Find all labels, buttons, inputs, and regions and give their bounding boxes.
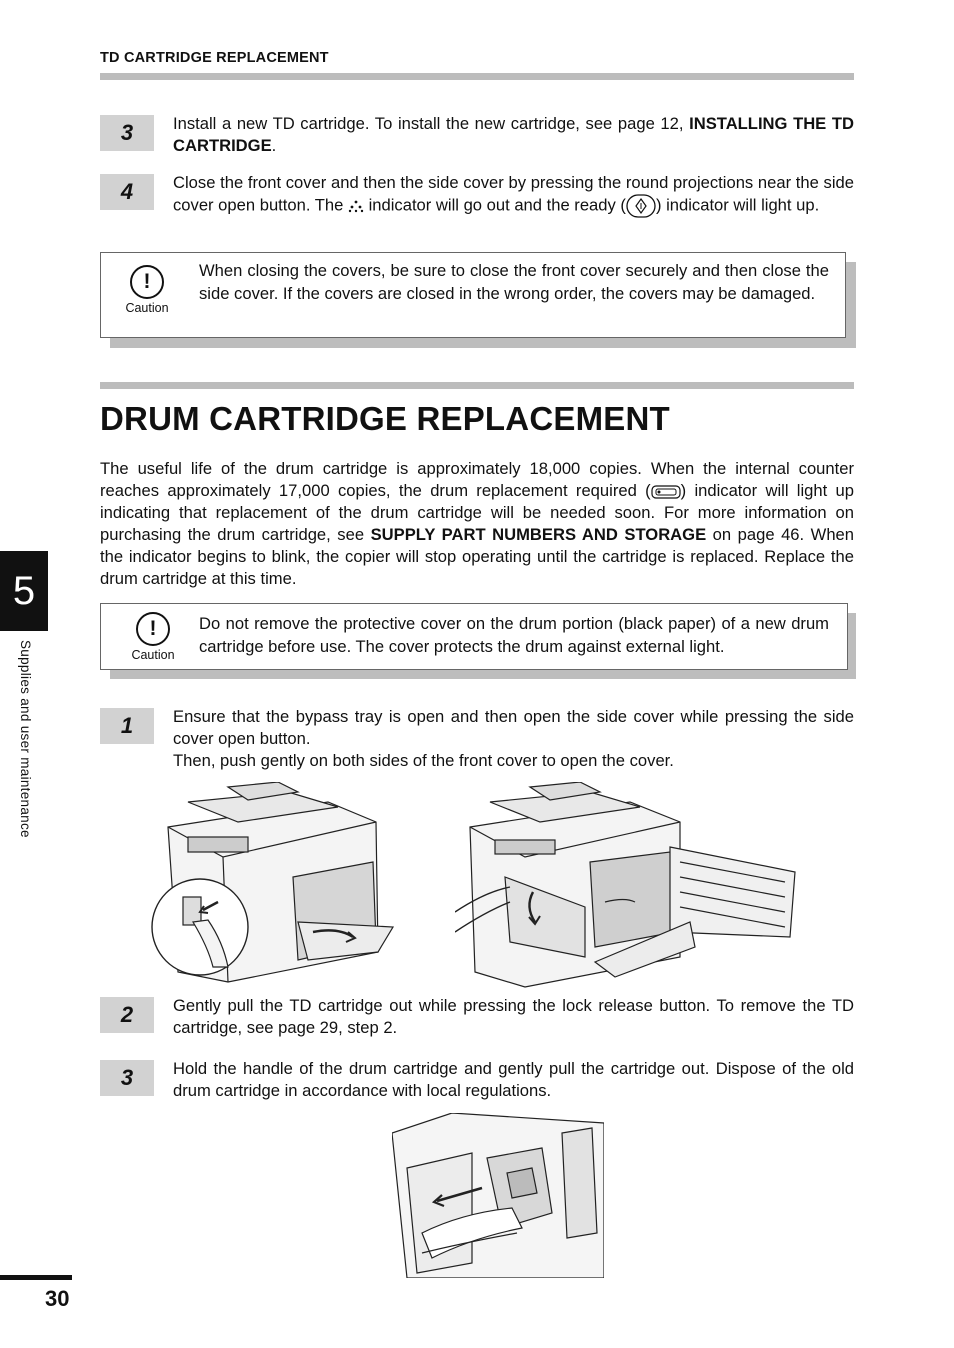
step-text-part: Install a new TD cartridge. To install the new cartridge, see page 12, (173, 114, 690, 133)
copier-front-cover-illustration (455, 782, 805, 992)
page-number: 30 (45, 1286, 70, 1311)
step-text (173, 172, 854, 218)
intro-paragraph (100, 458, 854, 590)
caution-box (100, 603, 848, 670)
caution-label: Caution (131, 648, 175, 662)
section-title: DRUM CARTRIDGE REPLACEMENT (100, 400, 670, 437)
exclamation-icon: ! (136, 612, 170, 646)
step-number-box: 4 (100, 174, 154, 210)
exclamation-icon: ! (130, 265, 164, 299)
running-header: TD CARTRIDGE REPLACEMENT (100, 50, 329, 66)
step-number-box: 3 (100, 1060, 154, 1096)
caution-text: Do not remove the protective cover on the drum portion (black paper) of a new drum cartridge before use. The cover protects the drum against external light. (199, 614, 829, 656)
chapter-tab: 5 (0, 551, 48, 631)
caution-box (100, 252, 846, 338)
ready-indicator-icon (626, 194, 656, 218)
drum-indicator-icon (651, 485, 681, 499)
intro-text-part: ) indicator will light up indicating that replacement of the drum cartridge will be needed soon. For more information on purchasing the drum cartridge, see (100, 481, 854, 544)
intro-text-part: on page 46. When the indicator begins to blink, the copier will stop operating until the cartridge is replaced. Replace the drum cartridge at this time. (100, 525, 854, 588)
footer-rule (0, 1275, 72, 1280)
step-text-part: . (271, 136, 277, 155)
step-text-part: ) indicator will light up. (655, 195, 820, 215)
step-text-line: Then, push gently on both sides of the front cover to open the cover. (173, 751, 674, 770)
drum-cartridge-removal-illustration (392, 1113, 604, 1278)
step-text-part: Close the front cover and then the side cover by pressing the round projections near the side cover open button. The (173, 173, 854, 215)
caution-icon-group (121, 265, 173, 315)
step-text (173, 113, 854, 157)
copier-side-cover-illustration (148, 782, 398, 992)
section-rule (100, 382, 854, 389)
caution-text: When closing the covers, be sure to close the front cover securely and then close the side cover. If the covers are closed in the wrong order, the covers may be damaged. (199, 261, 829, 303)
intro-bold: SUPPLY PART NUMBERS AND STORAGE (370, 525, 707, 544)
header-rule (100, 73, 854, 80)
step-text-part: indicator will go out and the ready ( (363, 195, 626, 215)
step-text: Hold the handle of the drum cartridge and gently pull the cartridge out. Dispose of the old drum cartridge in accordance with local regulations. (173, 1059, 854, 1100)
step-number-box: 2 (100, 997, 154, 1033)
step-text-bold: INSTALLING THE TD CARTRIDGE (173, 114, 854, 155)
step-number-box: 3 (100, 115, 154, 151)
chapter-side-label: Supplies and user maintenance (18, 640, 33, 838)
caution-icon-group (127, 612, 179, 662)
step-number-box: 1 (100, 708, 154, 744)
intro-text-part: The useful life of the drum cartridge is approximately 18,000 copies. When the internal counter reaches approximately 17,000 copies, the drum replacement required ( (100, 459, 854, 500)
toner-indicator-icon (348, 199, 364, 213)
step-text: Gently pull the TD cartridge out while pressing the lock release button. To remove the TD cartridge, see page 29, step 2. (173, 996, 854, 1037)
step-text (173, 706, 854, 772)
caution-label: Caution (125, 301, 169, 315)
step-text-line: Ensure that the bypass tray is open and then open the side cover while pressing the side cover open button. (173, 707, 854, 748)
